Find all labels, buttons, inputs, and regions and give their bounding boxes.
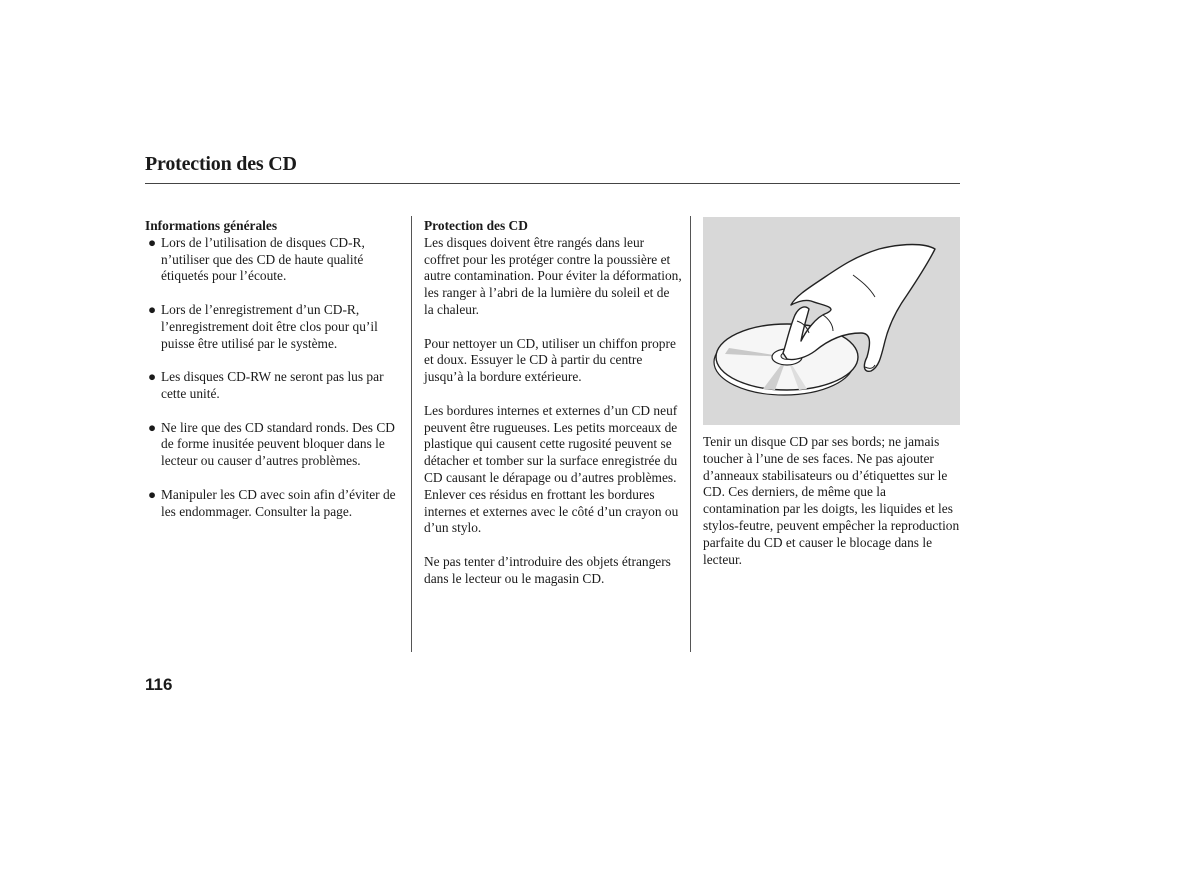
list-item-text: Ne lire que des CD standard ronds. Des CD de forme inusitée peuvent bloquer dans le lecteur ou causer d’autres problèmes. [161, 419, 395, 469]
general-info-heading: Informations générales [145, 218, 278, 233]
list-item-text: Lors de l’enregistrement d’un CD-R, l’enregistrement doit être clos pour qu’il puisse être utilisé par le système. [161, 301, 378, 351]
paragraph: Ne pas tenter d’introduire des objets étrangers dans le lecteur ou le magasin CD. [424, 553, 671, 586]
list-item [145, 302, 400, 352]
list-item [145, 487, 400, 521]
left-column [145, 218, 400, 537]
list-item [145, 235, 400, 285]
column-divider [690, 216, 691, 652]
middle-column [424, 218, 682, 604]
paragraph: Pour nettoyer un CD, utiliser un chiffon propre et doux. Essuyer le CD à partir du centre jusqu’à la bordure extérieure. [424, 335, 676, 385]
list-item [145, 369, 400, 403]
illustration-caption: Tenir un disque CD par ses bords; ne jamais toucher à l’une de ses faces. Ne pas ajouter d’anneaux stabilisateurs ou d’étiquettes sur le CD. Ces derniers, de même que la contamination par les doigts, les liquides et les stylos-feutre, peuvent empêcher la reproduction parfaite du CD et causer le blocage dans le lecteur. [703, 434, 960, 567]
list-item-text: Manipuler les CD avec soin afin d’éviter de les endommager. Consulter la page. [161, 486, 396, 519]
bullet-icon: ● [148, 301, 157, 317]
list-item [145, 420, 400, 470]
paragraph: Les bordures internes et externes d’un CD neuf peuvent être rugueuses. Les petits morceaux de plastique qui causent cette rugosité peuvent se détacher et tomber sur la surface enregistrée du CD causant le dérapage ou d’autres problèmes. Enlever ces résidus en frottant les bordures internes et externes avec le côté d’un crayon ou d’un stylo. [424, 402, 679, 536]
right-column [703, 434, 961, 585]
bullet-icon: ● [148, 369, 157, 385]
bullet-icon: ● [148, 419, 157, 435]
bullet-icon: ● [148, 486, 157, 502]
paragraph: Les disques doivent être rangés dans leur coffret pour les protéger contre la poussière et autre contamination. Pour éviter la déformation, les ranger à l’abri de la lumière du soleil et de la chaleur. [424, 234, 682, 317]
bullet-icon: ● [148, 234, 157, 250]
page-title: Protection des CD [145, 153, 297, 175]
list-item-text: Lors de l’utilisation de disques CD-R, n’utiliser que des CD de haute qualité étiquetés pour l’écoute. [161, 234, 365, 284]
title-divider [145, 183, 960, 184]
hand-holding-cd-illustration [703, 217, 960, 425]
cd-hand-drawing [703, 217, 960, 425]
cd-protection-heading: Protection des CD [424, 218, 528, 233]
column-divider [411, 216, 412, 652]
general-info-list [145, 235, 400, 521]
page-number: 116 [145, 675, 173, 694]
list-item-text: Les disques CD-RW ne seront pas lus par cette unité. [161, 369, 384, 401]
